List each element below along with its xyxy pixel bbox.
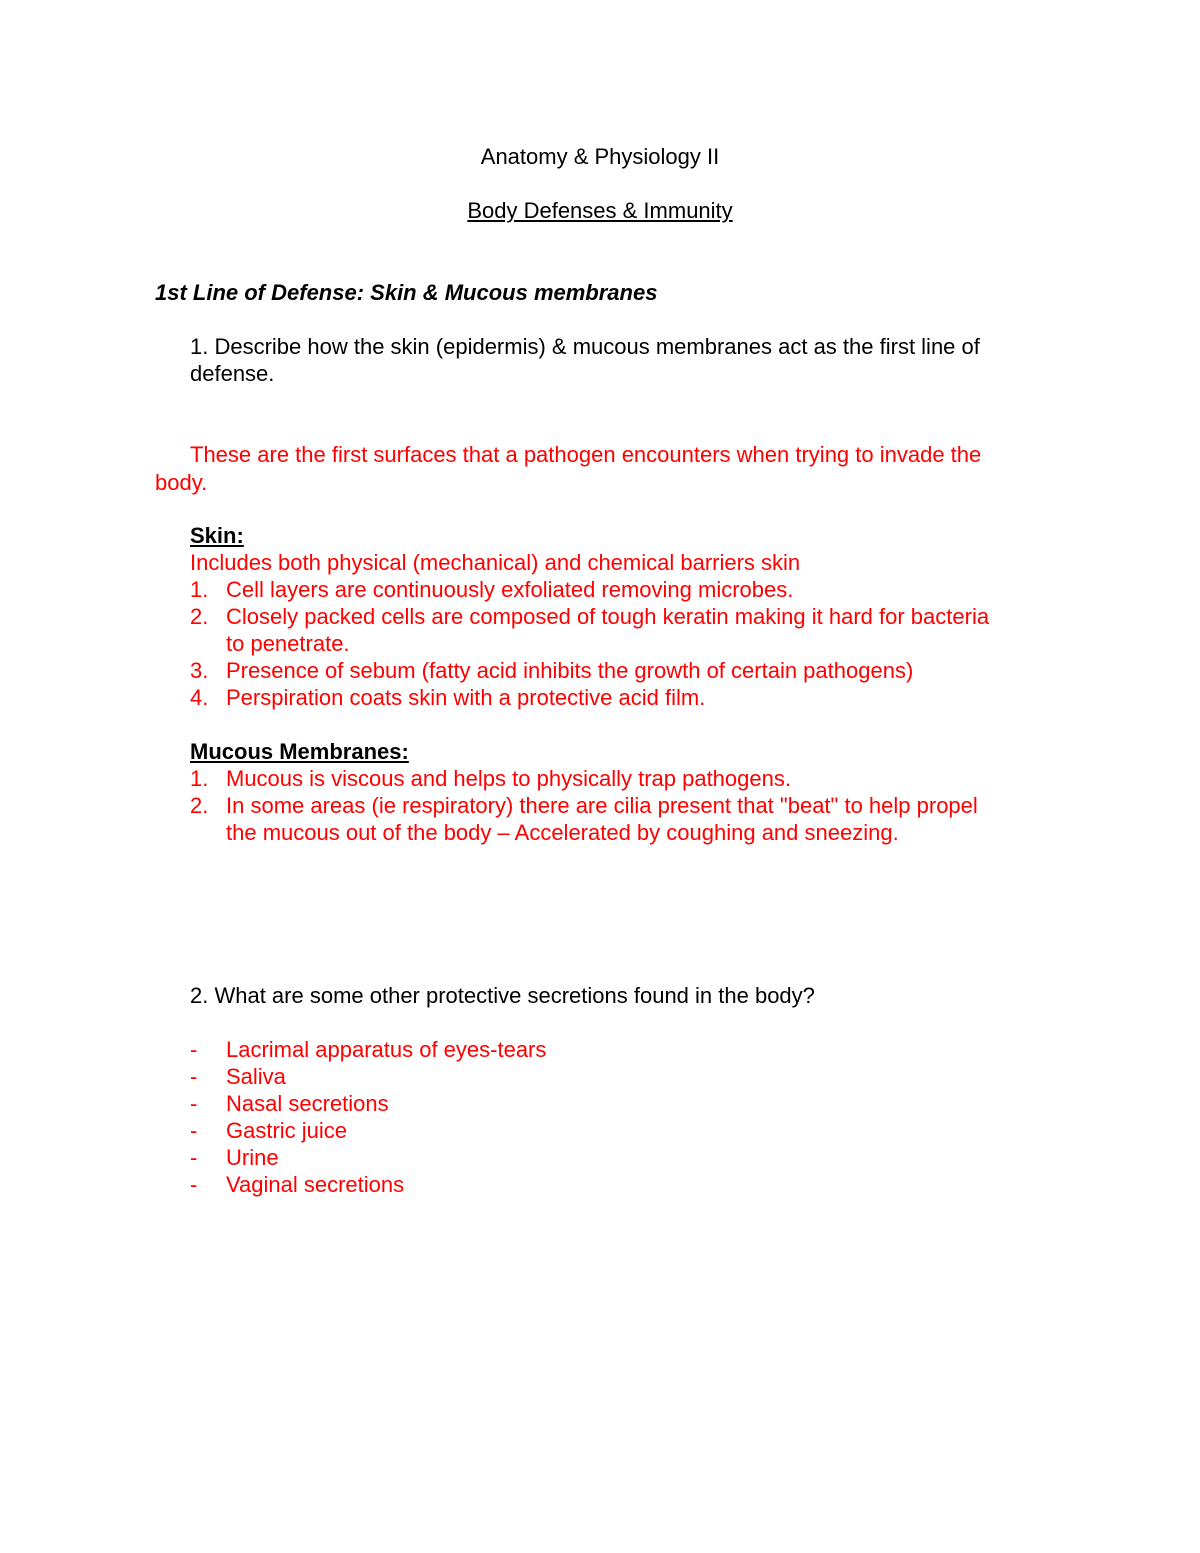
list-text: Mucous is viscous and helps to physically trap pathogens. xyxy=(226,766,791,791)
skin-heading: Skin: xyxy=(190,523,244,548)
list-text: Urine xyxy=(226,1145,279,1170)
answer-line-1: These are the first surfaces that a pathogen encounters when trying to invade the xyxy=(190,442,982,467)
answer-line-2: body. xyxy=(155,470,208,495)
list-text: Closely packed cells are composed of tough keratin making it hard for bacteria xyxy=(226,604,990,629)
mucous-heading: Mucous Membranes: xyxy=(190,739,409,764)
question-2: 2. What are some other protective secretions found in the body? xyxy=(190,983,815,1008)
list-text: Lacrimal apparatus of eyes-tears xyxy=(226,1037,547,1062)
list-text-continued: to penetrate. xyxy=(226,631,350,656)
list-text: Perspiration coats skin with a protective acid film. xyxy=(226,685,706,710)
list-number: 2. xyxy=(190,793,209,818)
list-number: 3. xyxy=(190,658,209,683)
bullet-dash: - xyxy=(190,1145,198,1170)
list-text: Saliva xyxy=(226,1064,286,1089)
list-text: Gastric juice xyxy=(226,1118,348,1143)
section-heading: 1st Line of Defense: Skin & Mucous membranes xyxy=(155,280,658,305)
list-text: Vaginal secretions xyxy=(226,1172,405,1197)
list-text-continued: the mucous out of the body – Accelerated by coughing and sneezing. xyxy=(226,820,899,845)
list-text: In some areas (ie respiratory) there are cilia present that "beat" to help propel xyxy=(226,793,978,818)
skin-intro: Includes both physical (mechanical) and chemical barriers skin xyxy=(190,550,801,575)
list-text: Nasal secretions xyxy=(226,1091,389,1116)
list-text: Presence of sebum (fatty acid inhibits the growth of certain pathogens) xyxy=(226,658,914,683)
topic-title-wrap xyxy=(0,198,1200,224)
bullet-dash: - xyxy=(190,1064,198,1089)
topic-title: Body Defenses & Immunity xyxy=(467,198,733,223)
bullet-dash: - xyxy=(190,1118,198,1143)
question-1-line-1: 1. Describe how the skin (epidermis) & mucous membranes act as the first line of xyxy=(190,334,980,359)
list-text: Cell layers are continuously exfoliated removing microbes. xyxy=(226,577,794,602)
bullet-dash: - xyxy=(190,1091,198,1116)
question-1-line-2: defense. xyxy=(190,361,275,386)
bullet-dash: - xyxy=(190,1172,198,1197)
bullet-dash: - xyxy=(190,1037,198,1062)
course-title: Anatomy & Physiology II xyxy=(480,144,720,169)
list-number: 2. xyxy=(190,604,209,629)
list-number: 1. xyxy=(190,766,209,791)
list-number: 4. xyxy=(190,685,209,710)
list-number: 1. xyxy=(190,577,209,602)
